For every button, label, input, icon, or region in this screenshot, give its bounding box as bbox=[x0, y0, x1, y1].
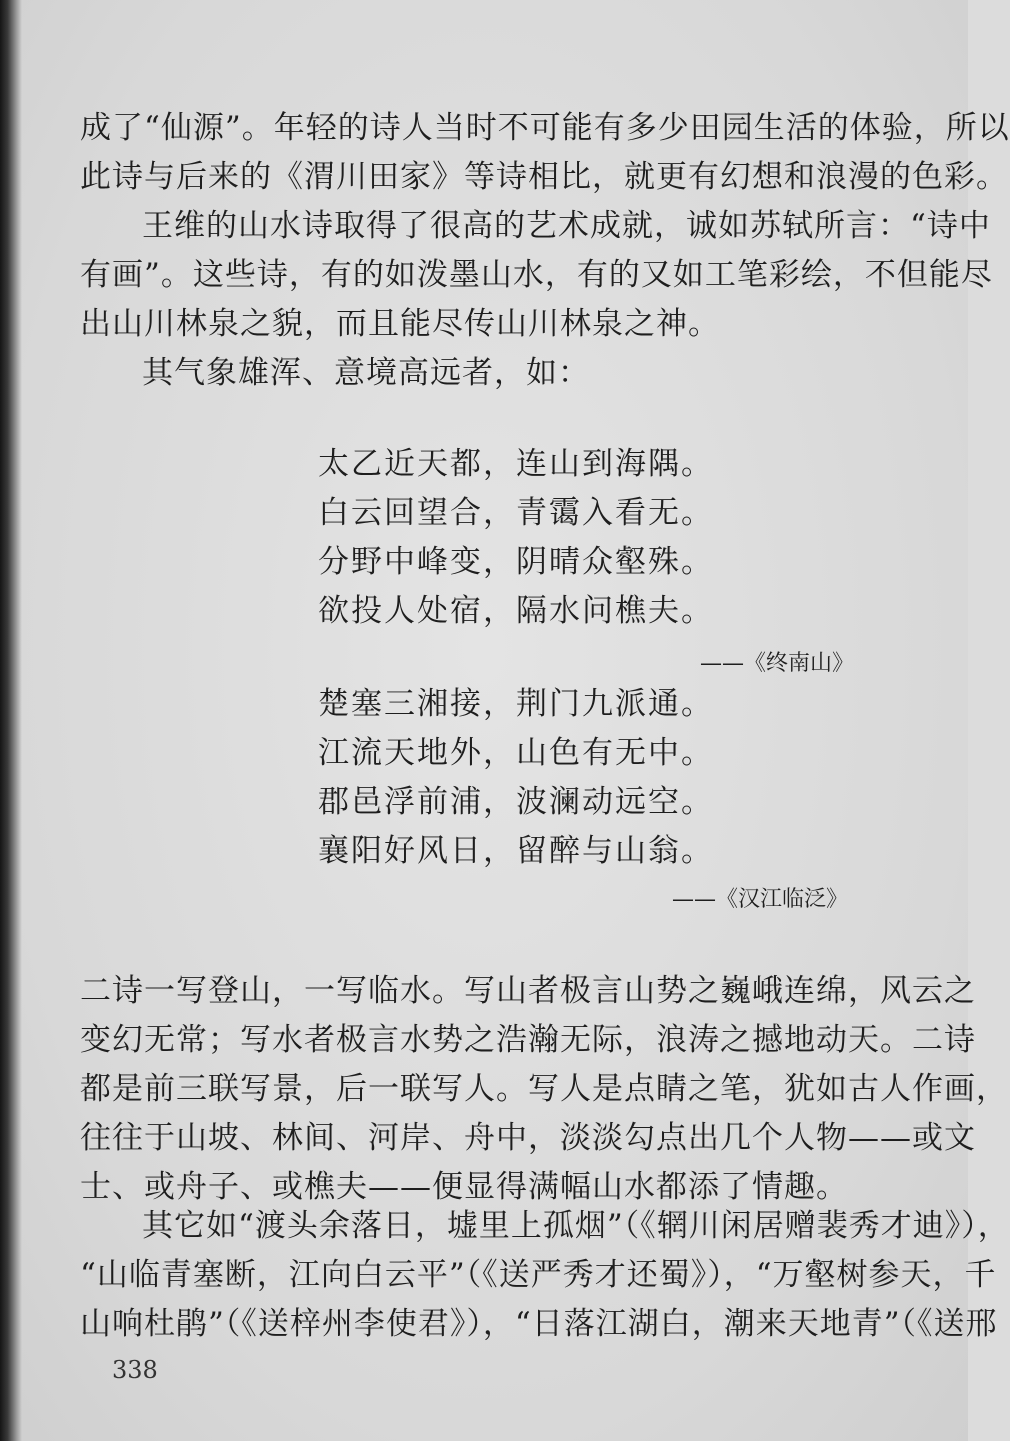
text-line: 其气象雄浑、意境高远者，如： bbox=[142, 355, 590, 391]
paragraph-4 bbox=[80, 967, 1008, 1212]
poem-line: 江流天地外，山色有无中。 bbox=[318, 735, 714, 771]
page-number: 338 bbox=[112, 1356, 158, 1384]
paragraph-1 bbox=[80, 104, 1010, 202]
paragraph-3 bbox=[80, 349, 900, 398]
poem-line: 欲投人处宿，隔水问樵夫。 bbox=[318, 593, 714, 629]
text-line: “山临青塞断，江向白云平”（《送严秀才还蜀》），“万壑树参天，千 bbox=[80, 1257, 997, 1293]
poem-line: 襄阳好风日，留醉与山翁。 bbox=[318, 833, 714, 869]
text-line: 有画”。这些诗，有的如泼墨山水，有的又如工笔彩绘，不但能尽 bbox=[80, 257, 993, 293]
text-line: 王维的山水诗取得了很高的艺术成就，诚如苏轼所言：“诗中 bbox=[142, 208, 991, 244]
book-gutter-shadow bbox=[0, 0, 22, 1441]
paragraph-5 bbox=[80, 1202, 1010, 1349]
poem-2-attribution: ——《汉江临泛》 bbox=[672, 887, 849, 912]
text-line: 都是前三联写景，后一联写人。写人是点睛之笔，犹如古人作画， bbox=[80, 1071, 1008, 1107]
text-line: 二诗一写登山，一写临水。写山者极言山势之巍峨连绵，风云之 bbox=[80, 973, 976, 1009]
text-line: 其它如“渡头余落日，墟里上孤烟”（《辋川闲居赠裴秀才迪》）， bbox=[142, 1208, 1010, 1244]
poem-line: 白云回望合，青霭入看无。 bbox=[318, 495, 714, 531]
text-line: 此诗与后来的《渭川田家》等诗相比，就更有幻想和浪漫的色彩。 bbox=[80, 159, 1008, 195]
poem-line: 分野中峰变，阴晴众壑殊。 bbox=[318, 544, 714, 580]
text-line: 山响杜鹃”（《送梓州李使君》），“日落江湖白，潮来天地青”（《送邢 bbox=[80, 1306, 998, 1342]
paragraph-2 bbox=[80, 202, 993, 349]
text-line: 往往于山坡、林间、河岸、舟中，淡淡勾点出几个人物——或文 bbox=[80, 1120, 976, 1156]
text-line: 出山川林泉之貌，而且能尽传山川林泉之神。 bbox=[80, 306, 720, 342]
poem-line: 太乙近天都，连山到海隅。 bbox=[318, 446, 714, 482]
text-line: 变幻无常；写水者极言水势之浩瀚无际，浪涛之撼地动天。二诗 bbox=[80, 1022, 976, 1058]
poem-line: 郡邑浮前浦，波澜动远空。 bbox=[318, 784, 714, 820]
text-line: 士、或舟子、或樵夫——便显得满幅山水都添了情趣。 bbox=[80, 1169, 848, 1205]
poem-hanjianglinfan bbox=[318, 680, 714, 876]
poem-zhongnanshan bbox=[318, 440, 714, 636]
poem-1-attribution: ——《终南山》 bbox=[700, 651, 855, 676]
poem-line: 楚塞三湘接，荆门九派通。 bbox=[318, 686, 714, 722]
text-line: 成了“仙源”。年轻的诗人当时不可能有多少田园生活的体验，所以 bbox=[80, 110, 1010, 146]
